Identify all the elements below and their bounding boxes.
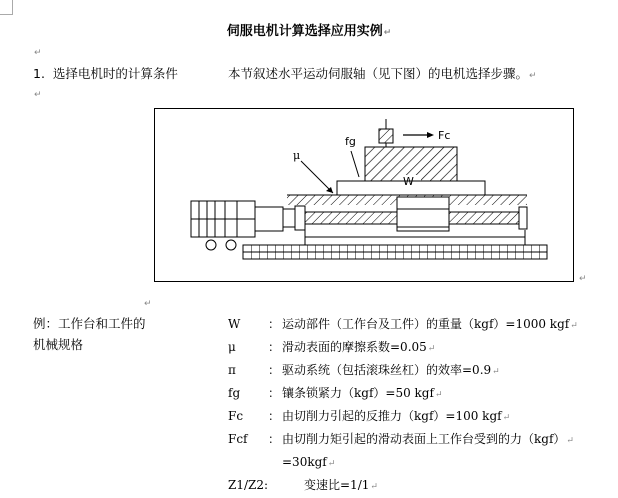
spec-row: μ ： 滑动表面的摩擦系数=0.05↵ (228, 340, 436, 354)
paragraph-mark: ↵ (144, 299, 152, 309)
servo-axis-diagram (154, 108, 574, 282)
spec-list (228, 314, 578, 498)
section-heading: 1. 选择电机时的计算条件 (33, 66, 178, 81)
example-label: 例：工作台和工件的 (33, 316, 146, 331)
spec-row: Fc ： 由切削力引起的反推力（kgf）=100 kgf↵ (228, 409, 511, 423)
section-description: 本节叙述水平运动伺服轴（见下图）的电机选择步骤。↵ (228, 66, 537, 81)
fg-label: fg (345, 135, 356, 148)
fc-label: Fc (438, 129, 451, 142)
paragraph-mark: ↵ (34, 90, 42, 100)
mu-label: μ (293, 149, 301, 162)
spec-row: π ： 驱动系统（包括滚珠丝杠）的效率=0.9↵ (228, 363, 500, 377)
paragraph-mark: ↵ (34, 48, 42, 58)
example-label-line2: 机械规格 (33, 337, 84, 352)
gib-clamp (379, 129, 393, 143)
paragraph-mark: ↵ (579, 274, 587, 284)
spec-row: fg ： 镶条锁紧力（kgf）=50 kgf↵ (228, 386, 443, 400)
diagram-drawing (155, 109, 573, 281)
spec-row: Fcf ： 由切削力矩引起的滑动表面上工作台受到的力（kgf）↵ (228, 432, 574, 446)
weight-label: W (403, 175, 414, 188)
spec-row-continuation: =30kgf↵ (282, 455, 336, 469)
friction-pointer (301, 161, 333, 193)
spec-row: Z1/Z2: 变速比=1/1↵ (228, 478, 378, 492)
spec-row: W ： 运动部件（工作台及工件）的重量（kgf）=1000 kgf↵ (228, 317, 578, 331)
document-title: 伺服电机计算选择应用实例↵ (226, 24, 392, 39)
page-corner-mark (0, 0, 13, 15)
